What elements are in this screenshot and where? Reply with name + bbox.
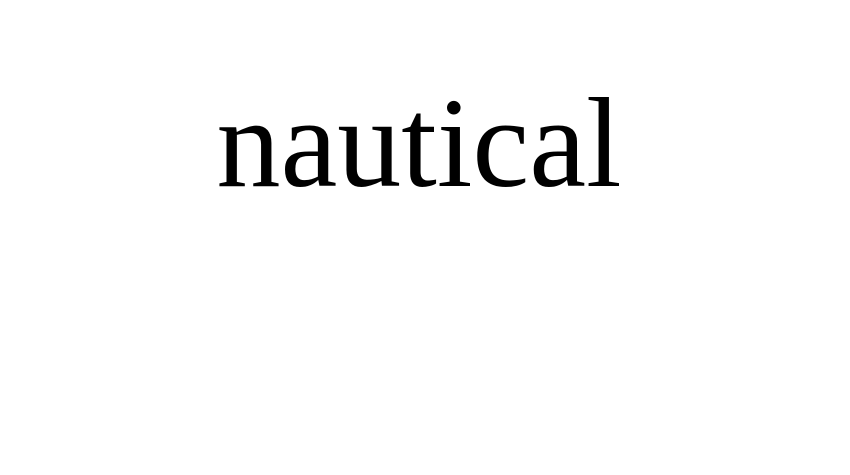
display-word: nautical bbox=[216, 72, 622, 214]
